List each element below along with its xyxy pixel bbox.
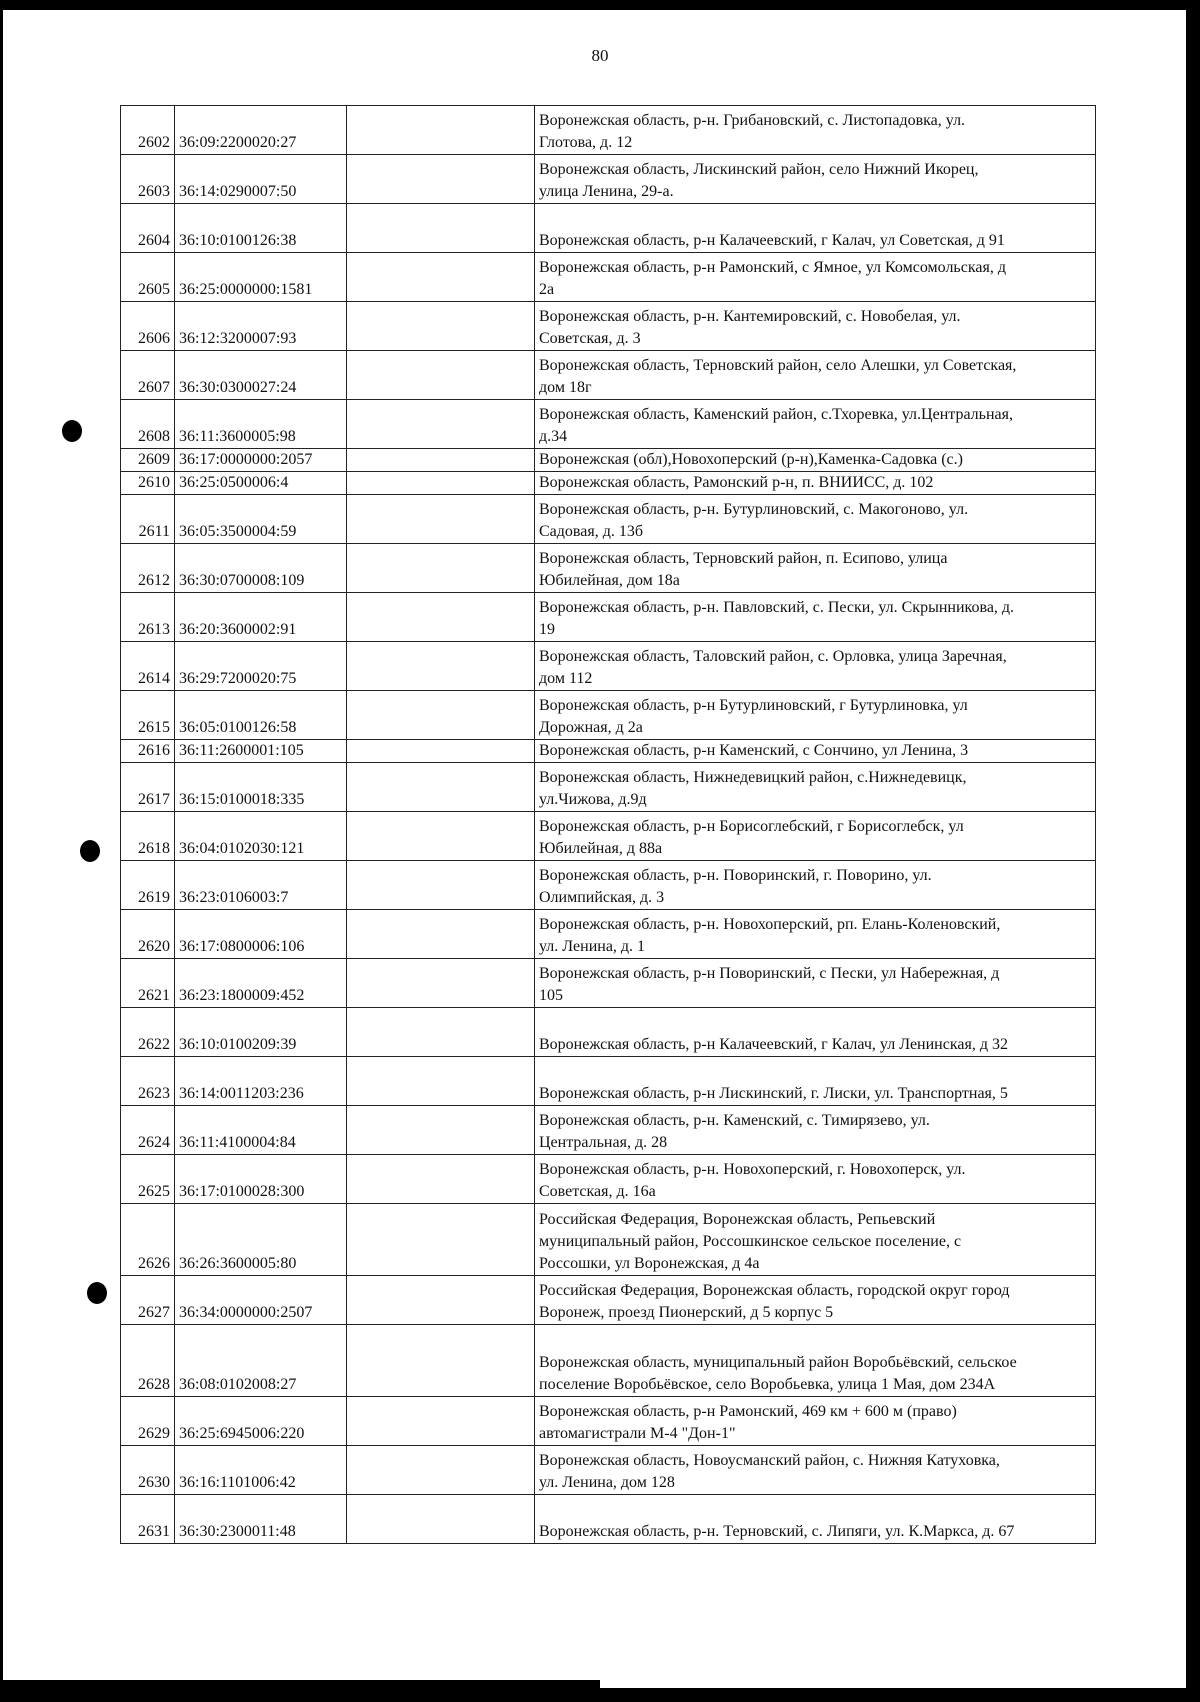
table-row	[121, 642, 1096, 691]
empty-cell	[347, 204, 535, 253]
empty-cell	[347, 544, 535, 593]
table-row	[121, 812, 1096, 861]
cadastral-number-cell: 36:17:0000000:2057	[175, 449, 347, 472]
address-cell: Воронежская область, Нижнедевицкий район, с.Нижнедевицк, ул.Чижова, д.9д	[535, 763, 1096, 812]
empty-cell	[347, 1276, 535, 1325]
row-number-cell: 2606	[121, 302, 175, 351]
address-cell: Воронежская область, Лискинский район, село Нижний Икорец, улица Ленина, 29-а.	[535, 155, 1096, 204]
cadastral-number-cell: 36:25:0000000:1581	[175, 253, 347, 302]
scan-edge-left	[0, 0, 3, 1702]
cadastral-number-cell: 36:14:0290007:50	[175, 155, 347, 204]
row-number-cell: 2618	[121, 812, 175, 861]
table-row	[121, 1397, 1096, 1446]
table-row	[121, 351, 1096, 400]
cadastral-number-cell: 36:25:0500006:4	[175, 472, 347, 495]
row-number-cell: 2619	[121, 861, 175, 910]
address-cell: Воронежская область, р-н Лискинский, г. Лиски, ул. Транспортная, 5	[535, 1057, 1096, 1106]
empty-cell	[347, 1106, 535, 1155]
cadastral-number-cell: 36:15:0100018:335	[175, 763, 347, 812]
empty-cell	[347, 351, 535, 400]
scan-edge-right	[1186, 0, 1200, 1702]
row-number-cell: 2620	[121, 910, 175, 959]
address-cell: Воронежская область, р-н. Терновский, с. Липяги, ул. К.Маркса, д. 67	[535, 1495, 1096, 1544]
row-number-cell: 2629	[121, 1397, 175, 1446]
empty-cell	[347, 400, 535, 449]
empty-cell	[347, 1325, 535, 1397]
scan-edge-bottom-corner	[0, 1680, 600, 1702]
empty-cell	[347, 1204, 535, 1276]
empty-cell	[347, 1397, 535, 1446]
table-row	[121, 740, 1096, 763]
empty-cell	[347, 155, 535, 204]
empty-cell	[347, 1446, 535, 1495]
table-row	[121, 495, 1096, 544]
row-number-cell: 2614	[121, 642, 175, 691]
row-number-cell: 2627	[121, 1276, 175, 1325]
row-number-cell: 2617	[121, 763, 175, 812]
cadastral-number-cell: 36:05:0100126:58	[175, 691, 347, 740]
address-cell: Воронежская область, р-н. Кантемировский, с. Новобелая, ул. Советская, д. 3	[535, 302, 1096, 351]
empty-cell	[347, 1057, 535, 1106]
address-cell: Воронежская область, р-н Бутурлиновский, г Бутурлиновка, ул Дорожная, д 2а	[535, 691, 1096, 740]
address-cell: Воронежская область, р-н. Новохоперский, г. Новохоперск, ул. Советская, д. 16а	[535, 1155, 1096, 1204]
table-row	[121, 204, 1096, 253]
row-number-cell: 2609	[121, 449, 175, 472]
empty-cell	[347, 740, 535, 763]
table-row	[121, 544, 1096, 593]
table-row	[121, 1446, 1096, 1495]
table-row	[121, 472, 1096, 495]
row-number-cell: 2607	[121, 351, 175, 400]
empty-cell	[347, 959, 535, 1008]
address-cell: Воронежская область, р-н. Павловский, с. Пески, ул. Скрынникова, д. 19	[535, 593, 1096, 642]
empty-cell	[347, 763, 535, 812]
empty-cell	[347, 812, 535, 861]
cadastral-number-cell: 36:08:0102008:27	[175, 1325, 347, 1397]
row-number-cell: 2622	[121, 1008, 175, 1057]
cadastral-number-cell: 36:30:0700008:109	[175, 544, 347, 593]
address-cell: Воронежская область, р-н Каменский, с Сончино, ул Ленина, 3	[535, 740, 1096, 763]
cadastral-number-cell: 36:10:0100209:39	[175, 1008, 347, 1057]
table-row	[121, 155, 1096, 204]
table-row	[121, 449, 1096, 472]
empty-cell	[347, 910, 535, 959]
empty-cell	[347, 1495, 535, 1544]
table-row	[121, 691, 1096, 740]
address-cell: Воронежская область, Терновский район, село Алешки, ул Советская, дом 18г	[535, 351, 1096, 400]
empty-cell	[347, 593, 535, 642]
row-number-cell: 2624	[121, 1106, 175, 1155]
punch-hole-mark	[87, 1282, 107, 1304]
empty-cell	[347, 691, 535, 740]
address-cell: Воронежская область, р-н. Бутурлиновский, с. Макогоново, ул. Садовая, д. 13б	[535, 495, 1096, 544]
table-row	[121, 1155, 1096, 1204]
table-row	[121, 593, 1096, 642]
address-cell: Российская Федерация, Воронежская область, городской округ город Воронеж, проезд Пионерский, д 5 корпус 5	[535, 1276, 1096, 1325]
row-number-cell: 2602	[121, 106, 175, 155]
address-cell: Российская Федерация, Воронежская область, Репьевский муниципальный район, Россошкинское сельское поселение, с Россошки, ул Воронежская, д 4а	[535, 1204, 1096, 1276]
empty-cell	[347, 106, 535, 155]
punch-hole-mark	[62, 420, 82, 442]
empty-cell	[347, 449, 535, 472]
row-number-cell: 2604	[121, 204, 175, 253]
address-cell: Воронежская область, р-н Калачеевский, г Калач, ул Ленинская, д 32	[535, 1008, 1096, 1057]
table-row	[121, 400, 1096, 449]
address-cell: Воронежская область, р-н Калачеевский, г Калач, ул Советская, д 91	[535, 204, 1096, 253]
cadastral-number-cell: 36:04:0102030:121	[175, 812, 347, 861]
cadastral-number-cell: 36:30:2300011:48	[175, 1495, 347, 1544]
empty-cell	[347, 642, 535, 691]
table-row	[121, 959, 1096, 1008]
cadastral-number-cell: 36:14:0011203:236	[175, 1057, 347, 1106]
cadastral-number-cell: 36:16:1101006:42	[175, 1446, 347, 1495]
address-cell: Воронежская область, р-н Борисоглебский, г Борисоглебск, ул Юбилейная, д 88а	[535, 812, 1096, 861]
table-row	[121, 1325, 1096, 1397]
row-number-cell: 2616	[121, 740, 175, 763]
address-cell: Воронежская область, р-н. Поворинский, г. Поворино, ул. Олимпийская, д. 3	[535, 861, 1096, 910]
table-row	[121, 910, 1096, 959]
row-number-cell: 2626	[121, 1204, 175, 1276]
cadastral-number-cell: 36:30:0300027:24	[175, 351, 347, 400]
table-row	[121, 253, 1096, 302]
scan-edge-top	[0, 0, 1200, 10]
cadastral-number-cell: 36:20:3600002:91	[175, 593, 347, 642]
cadastral-number-cell: 36:34:0000000:2507	[175, 1276, 347, 1325]
row-number-cell: 2631	[121, 1495, 175, 1544]
row-number-cell: 2608	[121, 400, 175, 449]
table-row	[121, 1057, 1096, 1106]
row-number-cell: 2628	[121, 1325, 175, 1397]
cadastral-number-cell: 36:17:0100028:300	[175, 1155, 347, 1204]
row-number-cell: 2623	[121, 1057, 175, 1106]
row-number-cell: 2611	[121, 495, 175, 544]
table-row	[121, 763, 1096, 812]
cadastral-number-cell: 36:11:2600001:105	[175, 740, 347, 763]
cadastral-number-cell: 36:11:3600005:98	[175, 400, 347, 449]
row-number-cell: 2630	[121, 1446, 175, 1495]
row-number-cell: 2610	[121, 472, 175, 495]
address-cell: Воронежская область, Терновский район, п. Есипово, улица Юбилейная, дом 18а	[535, 544, 1096, 593]
row-number-cell: 2621	[121, 959, 175, 1008]
cadastral-number-cell: 36:11:4100004:84	[175, 1106, 347, 1155]
row-number-cell: 2615	[121, 691, 175, 740]
address-cell: Воронежская область, р-н Рамонский, с Ямное, ул Комсомольская, д 2а	[535, 253, 1096, 302]
address-cell: Воронежская область, р-н. Грибановский, с. Листопадовка, ул. Глотова, д. 12	[535, 106, 1096, 155]
punch-hole-mark	[80, 840, 100, 862]
row-number-cell: 2603	[121, 155, 175, 204]
row-number-cell: 2605	[121, 253, 175, 302]
table-row	[121, 1008, 1096, 1057]
address-cell: Воронежская область, р-н. Новохоперский, рп. Елань-Коленовский, ул. Ленина, д. 1	[535, 910, 1096, 959]
cadastral-number-cell: 36:23:1800009:452	[175, 959, 347, 1008]
address-cell: Воронежская область, Новоусманский район, с. Нижняя Катуховка, ул. Ленина, дом 128	[535, 1446, 1096, 1495]
cadastral-number-cell: 36:12:3200007:93	[175, 302, 347, 351]
cadastral-number-cell: 36:25:6945006:220	[175, 1397, 347, 1446]
address-cell: Воронежская (обл),Новохоперский (р-н),Каменка-Садовка (с.)	[535, 449, 1096, 472]
cadastral-number-cell: 36:05:3500004:59	[175, 495, 347, 544]
empty-cell	[347, 302, 535, 351]
address-cell: Воронежская область, р-н Рамонский, 469 км + 600 м (право) автомагистрали М-4 "Дон-1"	[535, 1397, 1096, 1446]
row-number-cell: 2612	[121, 544, 175, 593]
address-cell: Воронежская область, р-н Поворинский, с Пески, ул Набережная, д 105	[535, 959, 1096, 1008]
row-number-cell: 2625	[121, 1155, 175, 1204]
cadastral-number-cell: 36:26:3600005:80	[175, 1204, 347, 1276]
cadastral-number-cell: 36:29:7200020:75	[175, 642, 347, 691]
empty-cell	[347, 253, 535, 302]
empty-cell	[347, 861, 535, 910]
empty-cell	[347, 1155, 535, 1204]
cadastral-number-cell: 36:23:0106003:7	[175, 861, 347, 910]
cadastral-number-cell: 36:09:2200020:27	[175, 106, 347, 155]
table-row	[121, 1276, 1096, 1325]
table-row	[121, 106, 1096, 155]
address-cell: Воронежская область, р-н. Каменский, с. Тимирязево, ул. Центральная, д. 28	[535, 1106, 1096, 1155]
address-cell: Воронежская область, Рамонский р-н, п. ВНИИСС, д. 102	[535, 472, 1096, 495]
empty-cell	[347, 1008, 535, 1057]
page-number: 80	[591, 46, 609, 65]
cadastral-number-cell: 36:17:0800006:106	[175, 910, 347, 959]
table-row	[121, 302, 1096, 351]
row-number-cell: 2613	[121, 593, 175, 642]
address-cell: Воронежская область, муниципальный район Воробьёвский, сельское поселение Воробьёвское, село Воробьевка, улица 1 Мая, дом 234А	[535, 1325, 1096, 1397]
table-row	[121, 1204, 1096, 1276]
empty-cell	[347, 472, 535, 495]
address-cell: Воронежская область, Каменский район, с.Тхоревка, ул.Центральная, д.34	[535, 400, 1096, 449]
table-row	[121, 1106, 1096, 1155]
table-row	[121, 1495, 1096, 1544]
table-row	[121, 861, 1096, 910]
empty-cell	[347, 495, 535, 544]
cadastral-number-cell: 36:10:0100126:38	[175, 204, 347, 253]
registry-table	[120, 105, 1096, 1544]
address-cell: Воронежская область, Таловский район, с. Орловка, улица Заречная, дом 112	[535, 642, 1096, 691]
